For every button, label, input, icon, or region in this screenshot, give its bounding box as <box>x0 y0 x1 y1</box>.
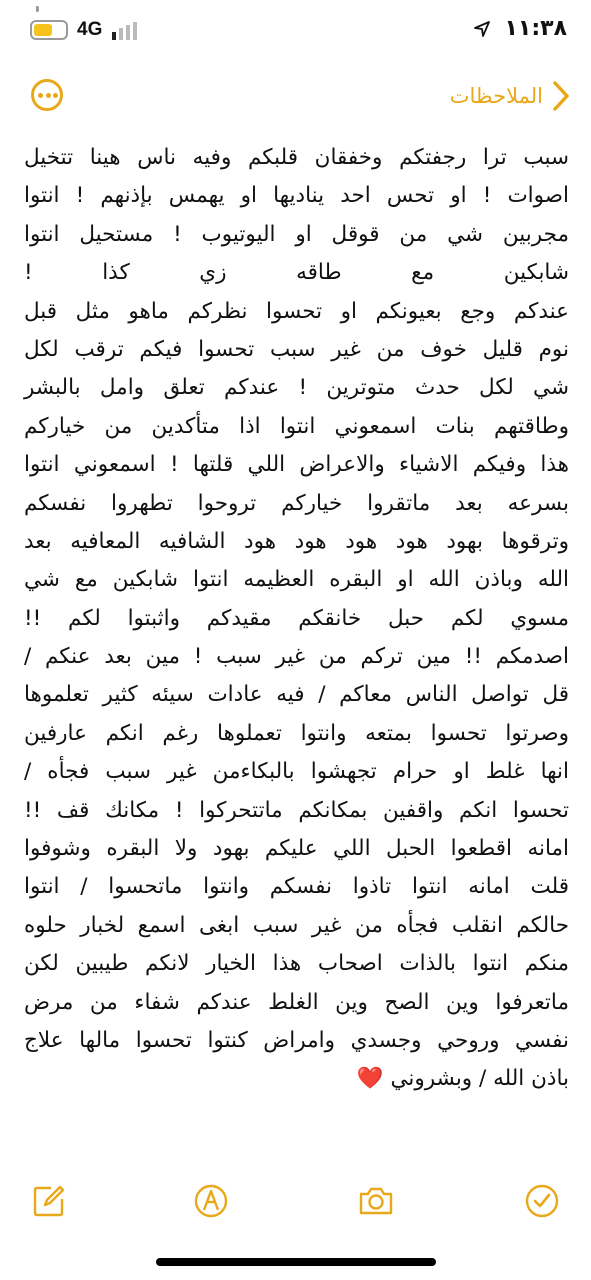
more-options-button[interactable] <box>31 79 63 111</box>
note-line-text: مجربين شي من قوقل او اليوتيوب ! مستحيل انتوا <box>24 221 569 247</box>
note-line <box>24 331 569 369</box>
network-type: 4G <box>77 19 103 40</box>
battery-level <box>34 24 52 36</box>
note-line-text: اصدمكم !! مين تركم من غير سبب ! مين بعد عنكم / <box>24 644 569 670</box>
note-line <box>24 446 569 484</box>
more-dot <box>53 93 58 98</box>
more-dot <box>46 93 51 98</box>
note-line <box>24 792 569 830</box>
note-line <box>24 984 569 1022</box>
note-line-text: عندكم وجع بعيونكم او تحسوا نظركم ماهو مثل قبل <box>24 298 569 324</box>
note-line-text: ماتعرفوا وين الصح وين الغلط عندكم شفاء من مرض <box>24 989 569 1015</box>
note-line-text: شي لكل حدث متوترين ! عندكم تعلق وامل بالبشر <box>24 375 569 401</box>
camera-icon[interactable] <box>358 1183 394 1219</box>
note-line-text: منكم انتوا بالذات اصحاب هذا الخيار لانكم طيبين لكن <box>24 951 569 977</box>
note-line-text: نفسي وروحي وجسدي وامراض كنتوا تحسوا مالها علاج <box>24 1027 569 1053</box>
note-line <box>24 523 569 561</box>
note-line <box>24 868 569 906</box>
back-button[interactable] <box>450 76 571 116</box>
note-line <box>24 293 569 331</box>
note-line <box>24 408 569 446</box>
battery-icon <box>30 20 68 40</box>
location-arrow-icon <box>473 20 491 38</box>
note-line <box>24 216 569 254</box>
note-line <box>24 715 569 753</box>
chevron-right-icon <box>551 80 571 112</box>
note-line <box>24 907 569 945</box>
note-line-text: تحسوا انكم واقفين بمكانكم ماتتحركوا ! مكانك قف !! <box>24 797 569 823</box>
note-body[interactable] <box>24 139 569 1099</box>
nav-bar <box>0 66 591 124</box>
note-line <box>24 753 569 791</box>
home-indicator <box>156 1258 436 1266</box>
checklist-icon[interactable] <box>524 1183 560 1219</box>
compose-icon[interactable] <box>31 1183 67 1219</box>
more-dot <box>38 93 43 98</box>
back-label: الملاحظات <box>449 84 543 108</box>
note-line <box>24 485 569 523</box>
bottom-toolbar <box>0 1168 591 1238</box>
note-line-text: وصرتوا تحسوا بمتعه وانتوا تعملوها رغم انكم عارفين <box>24 720 569 746</box>
note-line-text: باذن الله / وبشروني <box>390 1066 569 1092</box>
note-line-text: قلت امانه انتوا تاذوا نفسكم وانتوا ماتحسوا / انتوا <box>24 874 569 900</box>
note-line-text: سبب ترا رجفتكم وخفقان قلبكم وفيه ناس هينا تتخيل <box>24 145 569 170</box>
note-line-text: الله وباذن الله او البقره العظيمه انتوا شابكين مع شي <box>24 567 569 593</box>
note-line-text: قل تواصل الناس معاكم / فيه عادات سيئه كثير تعلموها <box>24 682 569 708</box>
markup-icon[interactable] <box>193 1183 229 1219</box>
note-line <box>24 177 569 215</box>
note-line-text: امانه اقطعوا الحبل اللي عليكم بهود ولا البقره وشوفوا <box>24 836 569 862</box>
note-line-text: وترقوها بهود هود هود هود هود الشافيه المعافيه بعد <box>24 528 569 554</box>
note-line-text: اصوات ! او تحس احد يناديها او يهمس بإذنهم ! انتوا <box>24 183 569 209</box>
note-line-text: مسوي لكم حبل خانقكم مقيدكم واثبتوا لكم !! <box>24 605 569 631</box>
note-line <box>24 945 569 983</box>
note-line <box>24 830 569 868</box>
note-line <box>24 600 569 638</box>
note-line <box>24 254 569 292</box>
note-line-text: نوم قليل خوف من غير سبب تحسوا فيكم ترقب لكل <box>24 336 569 362</box>
note-line-text: شابكين مع طاقه زي كذا ! <box>24 260 569 286</box>
signal-icon <box>112 22 138 40</box>
battery-tip <box>36 6 39 12</box>
note-line <box>24 369 569 407</box>
note-line-text: وطاقتهم بنات اسمعوني انتوا اذا متأكدين من خياركم <box>24 413 569 439</box>
note-line <box>24 561 569 599</box>
note-line-text: حالكم انقلب فجأه من غير سبب ابغى اسمع لخبار حلوه <box>24 912 569 938</box>
note-line-text: بسرعه بعد ماتقروا خياركم تروحوا تطهروا نفسكم <box>24 490 569 516</box>
status-time: ١١:٣٨ <box>504 16 567 41</box>
note-line <box>24 1060 569 1098</box>
status-bar <box>0 0 591 66</box>
note-line <box>24 139 569 177</box>
note-line <box>24 1022 569 1060</box>
note-line-text: هذا وفيكم الاشياء والاعراض اللي قلتها ! اسمعوني انتوا <box>24 452 569 478</box>
note-line <box>24 676 569 714</box>
heart-emoji: ❤️ <box>356 1066 384 1092</box>
note-line-text: انها غلط او حرام تجهشوا بالبكاءمن غير سبب فجأه / <box>24 759 569 785</box>
note-line <box>24 638 569 676</box>
